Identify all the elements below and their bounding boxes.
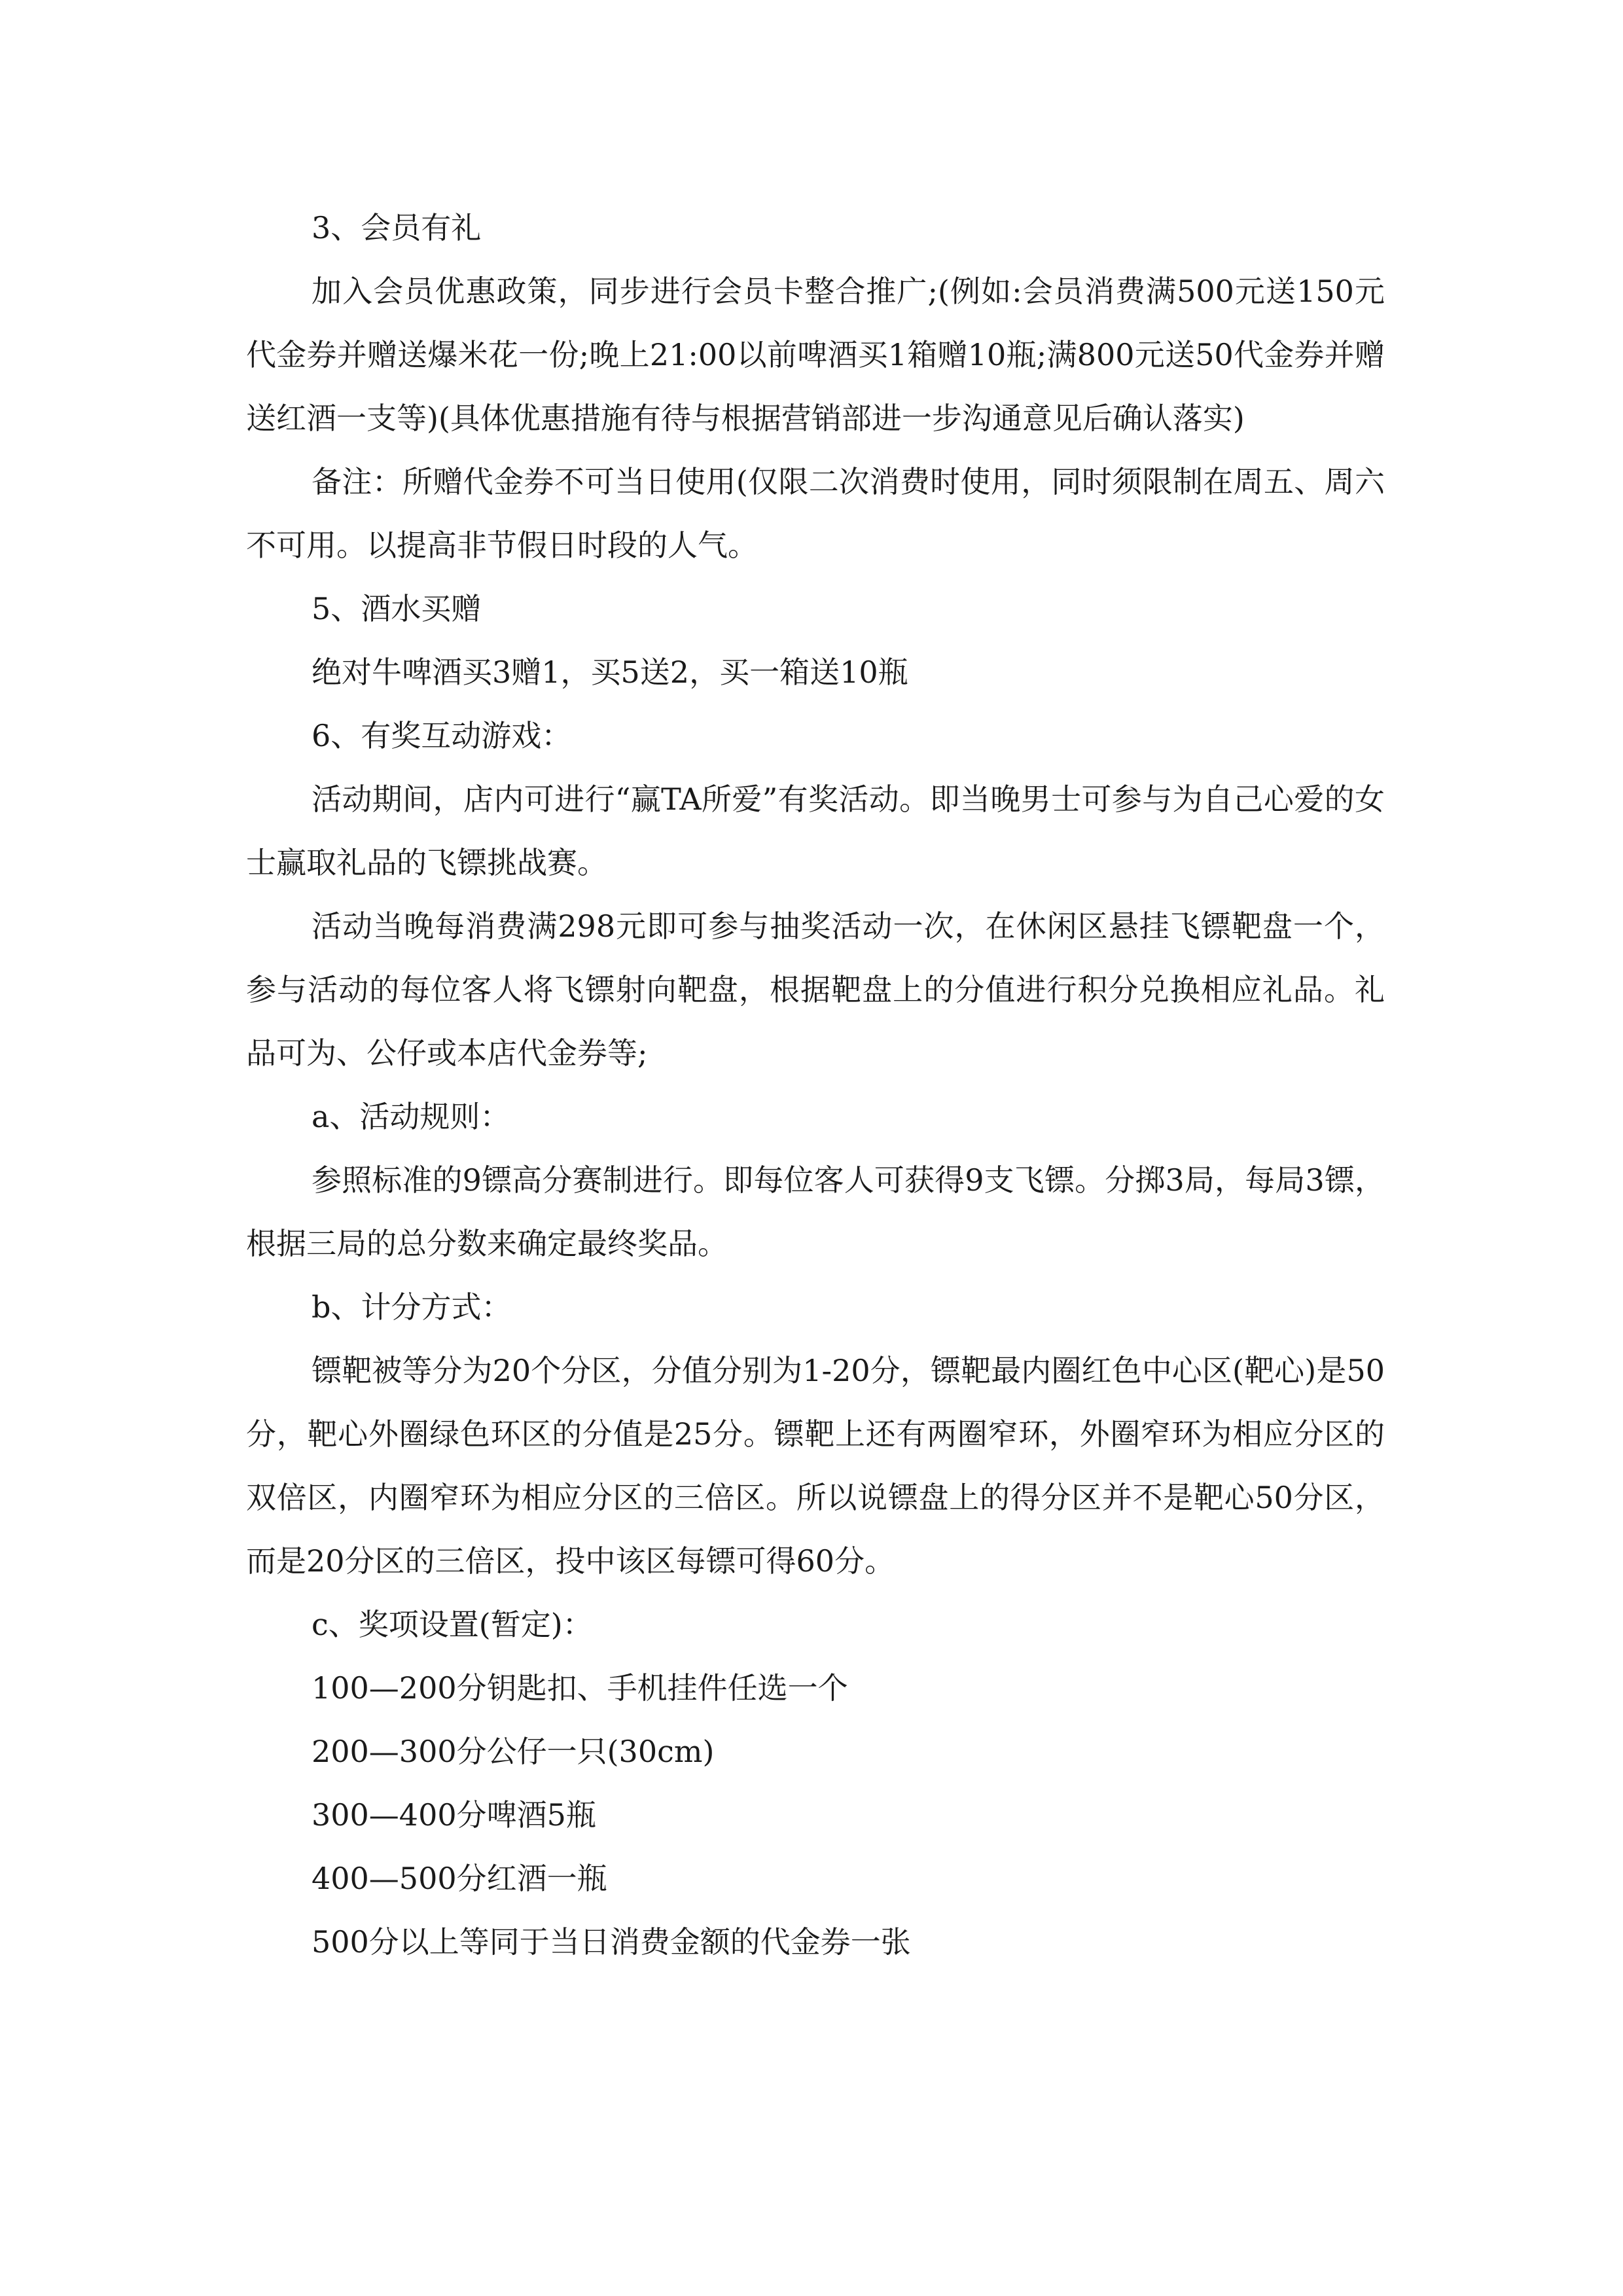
paragraph-member-policy: 加入会员优惠政策，同步进行会员卡整合推广;(例如:会员消费满500元送150元代金券并赠送爆米花一份;晚上21:00以前啤酒买1箱赠10瓶;满800元送50代金券并赠送红酒一支等)(具体优惠措施有待与根据营销部进一步沟通意见后确认落实) bbox=[246, 274, 1385, 436]
document-body bbox=[246, 196, 1385, 1974]
heading-scoring: b、计分方式： bbox=[312, 1289, 512, 1325]
heading-prizes: c、奖项设置(暂定)： bbox=[312, 1607, 593, 1642]
prize-item: 400—500分红酒一瓶 bbox=[312, 1861, 607, 1896]
paragraph-game-intro: 活动期间，店内可进行“赢TA所爱”有奖活动。即当晚男士可参与为自己心爱的女士赢取礼品的飞镖挑战赛。 bbox=[246, 781, 1385, 880]
paragraph-game-details: 活动当晚每消费满298元即可参与抽奖活动一次，在休闲区悬挂飞镖靶盘一个，参与活动的每位客人将飞镖射向靶盘，根据靶盘上的分值进行积分兑换相应礼品。礼品可为、公仔或本店代金券等; bbox=[246, 908, 1385, 1071]
paragraph-rules: 参照标准的9镖高分赛制进行。即每位客人可获得9支飞镖。分掷3局，每局3镖，根据三局的总分数来确定最终奖品。 bbox=[246, 1162, 1385, 1261]
paragraph-note: 备注：所赠代金券不可当日使用(仅限二次消费时使用，同时须限制在周五、周六不可用。以提高非节假日时段的人气。 bbox=[246, 464, 1385, 563]
heading-drinks-promo: 5、酒水买赠 bbox=[312, 591, 482, 626]
prize-item: 500分以上等同于当日消费金额的代金券一张 bbox=[312, 1924, 911, 1960]
prize-item: 200—300分公仔一只(30cm) bbox=[312, 1734, 715, 1769]
paragraph-beer-offer: 绝对牛啤酒买3赠1，买5送2，买一箱送10瓶 bbox=[312, 655, 908, 690]
heading-interactive-game: 6、有奖互动游戏： bbox=[312, 718, 572, 753]
prize-item: 300—400分啤酒5瓶 bbox=[312, 1797, 596, 1833]
heading-member-gift: 3、会员有礼 bbox=[312, 210, 482, 245]
prize-item: 100—200分钥匙扣、手机挂件任选一个 bbox=[312, 1670, 848, 1706]
heading-rules: a、活动规则： bbox=[312, 1099, 510, 1134]
paragraph-scoring: 镖靶被等分为20个分区，分值分别为1-20分，镖靶最内圈红色中心区(靶心)是50分，靶心外圈绿色环区的分值是25分。镖靶上还有两圈窄环，外圈窄环为相应分区的双倍区，内圈窄环为相应分区的三倍区。所以说镖盘上的得分区并不是靶心50分区，而是20分区的三倍区，投中该区每镖可得60分。 bbox=[246, 1353, 1385, 1579]
